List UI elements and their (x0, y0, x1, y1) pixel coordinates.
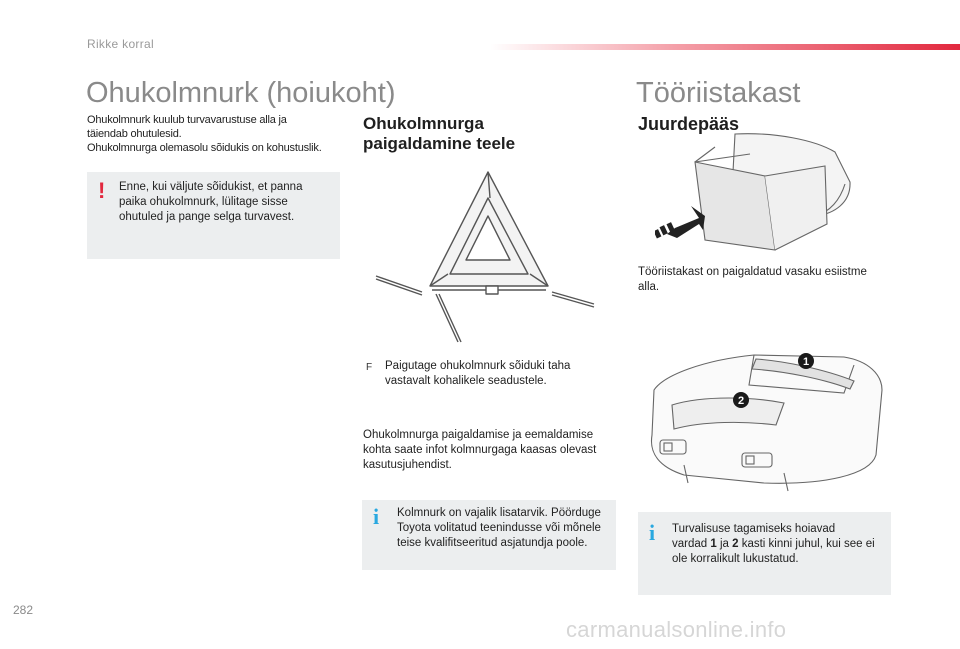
accessory-info-box (362, 500, 616, 570)
watermark: carmanualsonline.info (566, 617, 787, 642)
access-subtitle: Juurdepääs (638, 114, 740, 134)
warning-triangle-illustration (372, 168, 600, 346)
warning-box (87, 172, 340, 259)
seat-toolbox-illustration (655, 132, 855, 257)
toolbox-title: Tööriistakast (636, 77, 801, 109)
warning-text: Enne, kui väljute sõidukist, et panna paika ohukolmnurk, lülitage sisse ohutuled ja pange selga turvavest. (119, 181, 303, 223)
manual-note: Ohukolmnurga paigaldamise ja eemaldamise kohta saate infot kolmnurgaga kaasas olevast kasutusjuhendist. (363, 429, 597, 471)
bullet-icon: F (366, 362, 373, 373)
toolbox-straps-illustration (644, 345, 892, 495)
strap-1-label: 1 (802, 356, 810, 368)
info-icon: i (373, 504, 380, 529)
strap-info-text: Turvalisuse tagamiseks hoiavad vardad 1 ja 2 kasti kinni juhul, kui see ei ole korralikult lukustatud. (672, 523, 875, 565)
intro-text: Ohukolmnurk kuulub turvavarustuse alla ja täiendab ohutulesid. Ohukolmnurga olemasolu sõidukis on kohustuslik. (87, 114, 322, 154)
page-title: Ohukolmnurk (hoiukoht) (86, 77, 396, 109)
triangle-subtitle: Ohukolmnurga paigaldamine teele (363, 114, 516, 153)
toolbox-location-text: Tööriistakast on paigaldatud vasaku esiistme alla. (638, 266, 867, 293)
info-icon: i (649, 520, 656, 545)
header-accent-bar (490, 44, 960, 50)
strap-info-box (638, 512, 891, 595)
strap-2-label: 2 (737, 395, 745, 407)
warning-icon: ! (98, 178, 106, 203)
page-number: 282 (13, 603, 34, 617)
accessory-info-text: Kolmnurk on vajalik lisatarvik. Pöörduge Toyota volitatud teenindusse või mõnele teise kvalifitseeritud asjatundja poole. (397, 507, 601, 549)
section-header: Rikke korral (87, 37, 154, 51)
step-item: F Paigutage ohukolmnurk sõiduki taha vastavalt kohalikele seadustele. (366, 360, 571, 387)
